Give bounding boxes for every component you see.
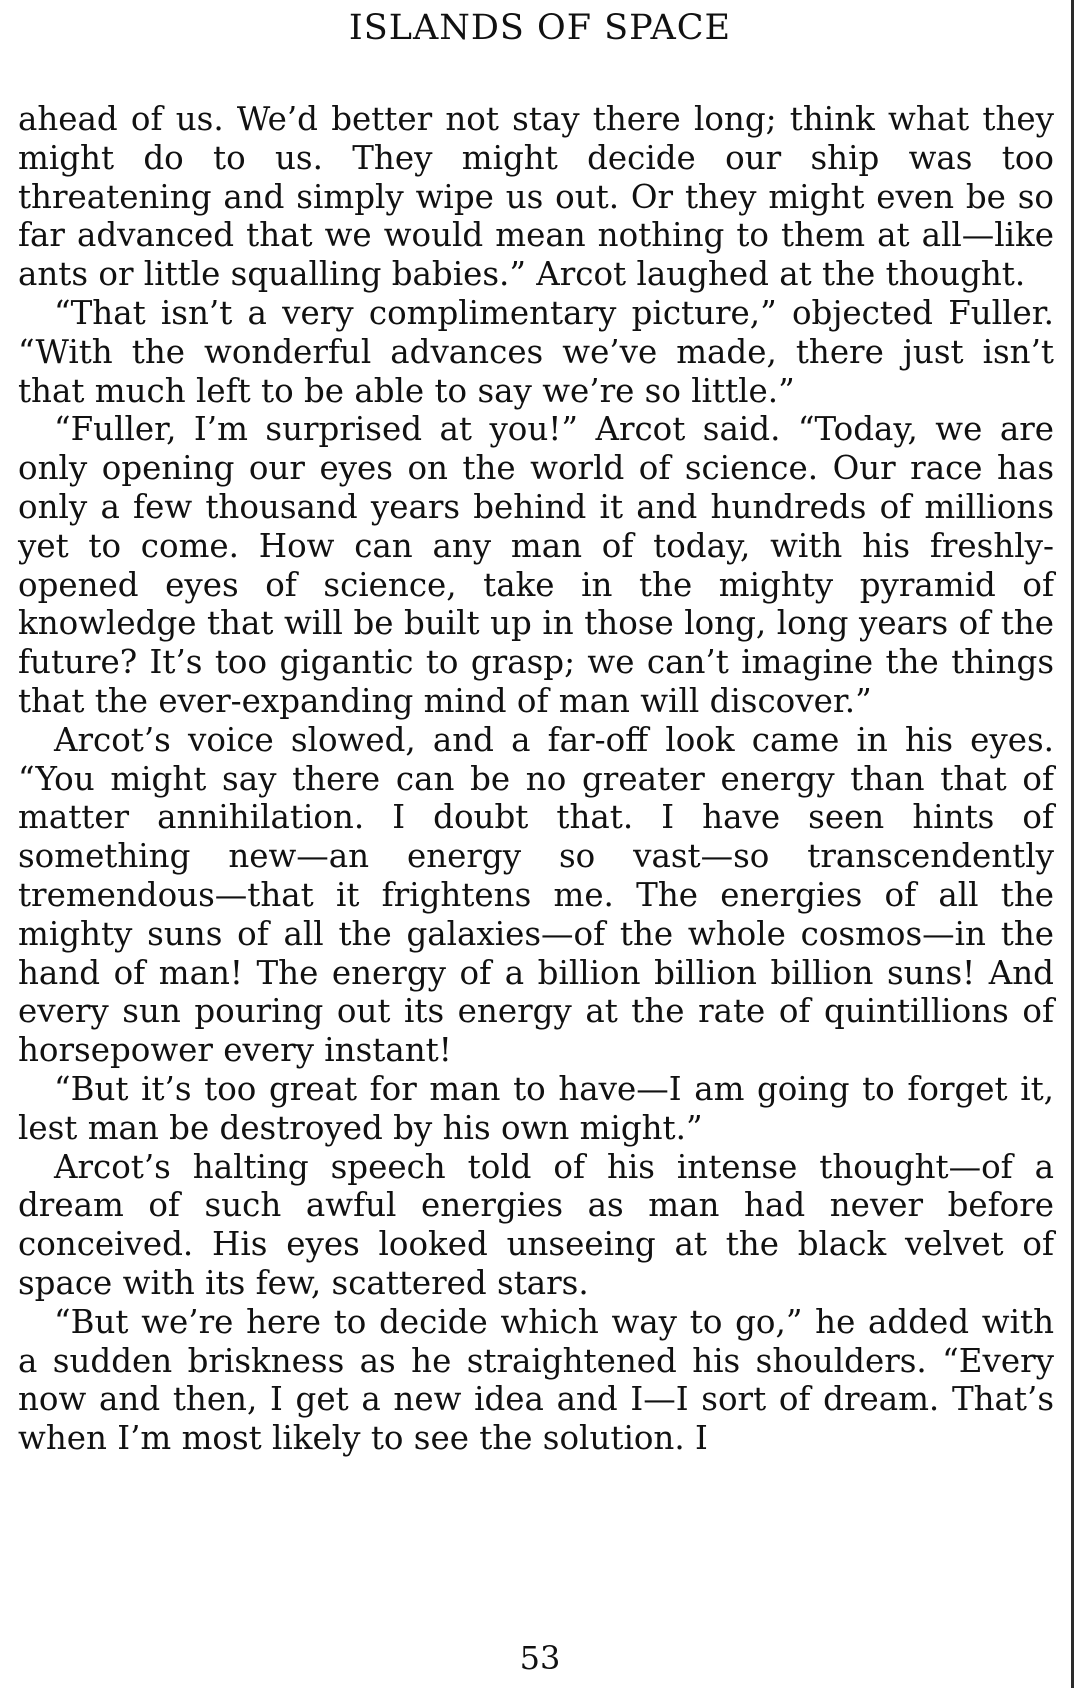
paragraph: “But it’s too great for man to have—I am going to forget it, lest man be destroyed by his own might.” xyxy=(18,1069,1054,1147)
paragraph: “But we’re here to decide which way to go,” he added with a sudden briskness as he straightened his shoulders. “Every now and then, I get a new idea and I—I sort of dream. That’s when I’m most likely to see the solution. I xyxy=(18,1302,1054,1458)
running-title: ISLANDS OF SPACE xyxy=(348,8,732,48)
paragraph: “That isn’t a very complimentary picture,” objected Fuller. “With the wonderful advances we’ve made, there just isn’t that much left to be able to say we’re so little.” xyxy=(18,293,1054,410)
page-edge-line xyxy=(1071,0,1074,1688)
paragraph: Arcot’s halting speech told of his intense thought—of a dream of such awful energies as man had never before conceived. His eyes looked unseeing at the black velvet of space with its few, scattered stars. xyxy=(18,1147,1054,1302)
paragraph-continued: ahead of us. We’d better not stay there long; think what they might do to us. They might decide our ship was too threatening and simply wipe us out. Or they might even be so far advanced that we would mean nothing to them at all—like ants or little squalling babies.” Arcot laughed at the thought. xyxy=(18,100,1054,294)
paragraph: “Fuller, I’m surprised at you!” Arcot said. “Today, we are only opening our eyes on the world of science. Our race has only a few thousand years behind it and hundreds of millions yet to come. How can any man of today, with his freshly-opened eyes of science, take in the mighty pyramid of knowledge that will be built up in those long, long years of the future? It’s too gigantic to grasp; we can’t imagine the things that the ever-expanding mind of man will discover.” xyxy=(18,410,1054,720)
paragraph: Arcot’s voice slowed, and a far-off look came in his eyes. “You might say there can be no greater energy than that of matter annihilation. I doubt that. I have seen hints of something new—an energy so vast—so transcendently tremendous—that it frightens me. The energies of all the mighty suns of all the galaxies—of the whole cosmos—in the hand of man! The energy of a billion billion billion suns! And every sun pouring out its energy at the rate of quintillions of horsepower every instant! xyxy=(18,720,1054,1070)
page-body-text xyxy=(18,100,1054,1458)
page-number: 53 xyxy=(519,1639,561,1677)
